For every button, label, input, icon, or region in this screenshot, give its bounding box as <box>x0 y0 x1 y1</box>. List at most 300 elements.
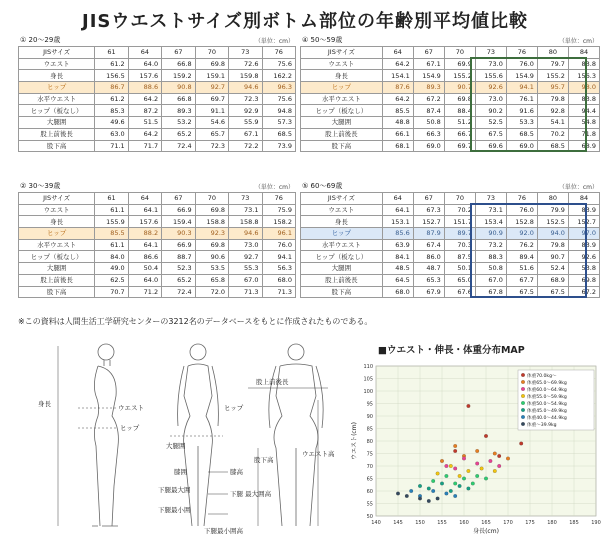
table-cell: 85.5 <box>382 105 413 117</box>
table-row <box>301 216 600 228</box>
table-cell: 71.3 <box>262 286 295 298</box>
table-cell: 83.9 <box>568 204 599 216</box>
table-cell: 53.5 <box>195 263 228 275</box>
table-row <box>19 216 296 228</box>
table-cell: 53.8 <box>568 263 599 275</box>
table-cell: 65.2 <box>162 128 195 140</box>
table-row-label: ウエスト <box>19 58 95 70</box>
scatter-point <box>497 454 501 458</box>
table-cell: 72.2 <box>229 140 262 152</box>
fig-label-hip-sub <box>224 404 244 412</box>
table-row <box>19 105 296 117</box>
table-cell: 83.9 <box>568 239 599 251</box>
table-cell: 54.8 <box>568 117 599 129</box>
table-header-size: 70 <box>195 193 228 205</box>
y-tick-label: 100 <box>363 389 373 395</box>
scatter-point <box>431 479 435 483</box>
table-cell: 72.3 <box>195 140 228 152</box>
table-cell: 92.6 <box>475 82 506 94</box>
table-cell: 96.1 <box>262 228 295 240</box>
table-cell: 79.7 <box>537 58 568 70</box>
fig-label-waist-height: ウエスト高 <box>302 450 335 458</box>
y-tick-label: 105 <box>363 376 373 383</box>
table-cell: 152.7 <box>413 216 444 228</box>
y-tick-label: 60 <box>366 489 373 495</box>
scatter-point <box>445 474 449 478</box>
scatter-point <box>484 477 488 481</box>
table-cell: 50.4 <box>128 263 161 275</box>
table-cell: 50.1 <box>444 263 475 275</box>
table-cell: 66.9 <box>162 239 195 251</box>
table-cell: 84.0 <box>95 251 128 263</box>
table-cell: 64.5 <box>382 274 413 286</box>
table-row-label: 水平ウエスト <box>301 239 383 251</box>
scatter-point <box>467 487 471 491</box>
table-cell: 55.9 <box>229 117 262 129</box>
x-tick-label: 190 <box>591 520 601 526</box>
table-cell: 64.1 <box>382 204 413 216</box>
legend-entry: 体重60.0～64.9kg <box>527 388 567 393</box>
table-cell: 154.9 <box>506 70 537 82</box>
table-cell: 96.3 <box>262 82 295 94</box>
table-cell: 153.4 <box>475 216 506 228</box>
y-tick-label: 90 <box>366 414 373 420</box>
table-cell: 76.0 <box>262 239 295 251</box>
table-cell: 61.1 <box>95 204 128 216</box>
table-cell: 57.3 <box>262 117 295 129</box>
table-cell: 90.7 <box>537 251 568 263</box>
table-cell: 92.6 <box>568 251 599 263</box>
table-cell: 67.3 <box>413 204 444 216</box>
scatter-point <box>440 482 444 486</box>
table-cell: 71.8 <box>568 128 599 140</box>
table-header-size: 64 <box>128 47 161 59</box>
table-cell: 162.2 <box>262 70 295 82</box>
table-cell: 63.0 <box>95 128 128 140</box>
table-cell: 66.8 <box>162 93 195 105</box>
page-title: JISウエストサイズ別ボトム部位の年齢別平均値比較 <box>82 11 528 32</box>
table-cell: 69.6 <box>475 140 506 152</box>
table-row-label: 大腿囲 <box>301 117 383 129</box>
table-cell: 87.2 <box>128 105 161 117</box>
table-cell: 67.8 <box>475 286 506 298</box>
table-cell: 88.7 <box>162 251 195 263</box>
table-cell: 90.9 <box>475 228 506 240</box>
y-tick-label: 80 <box>366 439 373 445</box>
y-tick-label: 70 <box>366 464 373 470</box>
table-cell: 66.3 <box>413 128 444 140</box>
table-row <box>19 117 296 129</box>
table-cell: 152.5 <box>537 216 568 228</box>
fig-label-calf-max-height: 下腿 最大囲高 <box>230 490 272 498</box>
table-row-label: ヒップ（板なし） <box>301 105 383 117</box>
y-axis-label: ウエスト(cm) <box>351 422 358 460</box>
legend-entry: 体重65.0～69.9kg <box>527 381 567 386</box>
table-row-label: ヒップ <box>301 228 383 240</box>
table-header-size: 80 <box>537 47 568 59</box>
legend-marker <box>521 408 525 412</box>
table-header-size: 67 <box>162 193 195 205</box>
table-cell: 72.4 <box>162 140 195 152</box>
table-cell: 70.2 <box>444 204 475 216</box>
table-cell: 48.8 <box>382 117 413 129</box>
scatter-point <box>449 489 453 493</box>
table-cell: 68.5 <box>537 140 568 152</box>
table-cell: 67.9 <box>413 286 444 298</box>
fig-label-thigh: 大腿囲 <box>166 442 186 450</box>
legend-entry: 体重45.0～49.9kg <box>527 409 567 414</box>
table-header-label: JISサイズ <box>19 193 95 205</box>
table-cell: 69.8 <box>568 274 599 286</box>
table-row <box>301 263 600 275</box>
table-row-label: ウエスト <box>19 204 95 216</box>
table-cell: 61.2 <box>95 93 128 105</box>
fig-label-height: 身長 <box>38 400 51 408</box>
table-header-size: 76 <box>506 193 537 205</box>
table-cell: 48.5 <box>382 263 413 275</box>
table-cell: 152.8 <box>506 216 537 228</box>
scatter-point <box>475 462 479 466</box>
table-cell: 68.1 <box>382 140 413 152</box>
table-cell: 64.0 <box>128 58 161 70</box>
table-cell: 64.0 <box>128 274 161 286</box>
table-cell: 73.2 <box>475 239 506 251</box>
table-cell: 155.6 <box>475 70 506 82</box>
y-tick-label: 110 <box>363 364 373 370</box>
size-table <box>300 192 600 298</box>
size-table <box>18 46 296 152</box>
table-row-label: ウエスト <box>301 204 383 216</box>
table-cell: 69.7 <box>444 140 475 152</box>
x-tick-label: 155 <box>437 520 447 526</box>
table-cell: 67.2 <box>568 286 599 298</box>
table-cell: 79.9 <box>537 204 568 216</box>
body-figure-svg <box>18 336 348 536</box>
legend-entry: 体重55.0～59.9kg <box>527 395 567 400</box>
table-cell: 89.3 <box>162 105 195 117</box>
table-cell: 53.2 <box>162 117 195 129</box>
table-cell: 70.3 <box>444 239 475 251</box>
table-row-label: 身長 <box>19 70 95 82</box>
fig-label-hip-sub-text: ヒップ <box>224 404 244 412</box>
table-cell: 75.6 <box>262 93 295 105</box>
table-row <box>19 239 296 251</box>
table-cell: 71.1 <box>95 140 128 152</box>
legend-marker <box>521 380 525 384</box>
table-cell: 159.4 <box>162 216 195 228</box>
table-cell: 68.5 <box>506 128 537 140</box>
table-row-label: 身長 <box>19 216 95 228</box>
scatter-point <box>453 482 457 486</box>
fig-label-calf-min-height: 下腿最小囲高 <box>204 527 243 535</box>
table-cell: 64.1 <box>128 204 161 216</box>
x-tick-label: 145 <box>393 520 403 526</box>
size-table <box>18 192 296 298</box>
table-cell: 56.3 <box>262 263 295 275</box>
table-cell: 50.8 <box>413 117 444 129</box>
table-cell: 154.9 <box>413 70 444 82</box>
table-cell: 155.2 <box>537 70 568 82</box>
table-cell: 87.5 <box>444 251 475 263</box>
table-row <box>19 93 296 105</box>
table-row-label: 大腿囲 <box>19 117 95 129</box>
table-cell: 86.7 <box>95 82 128 94</box>
table-cell: 154.1 <box>382 70 413 82</box>
scatter-point <box>418 484 422 488</box>
table-header-size: 67 <box>413 193 444 205</box>
x-tick-label: 175 <box>525 520 535 526</box>
scatter-point <box>440 459 444 463</box>
table-cell: 67.7 <box>506 274 537 286</box>
table-cell: 69.8 <box>195 204 228 216</box>
table-cell: 69.0 <box>506 140 537 152</box>
scatter-point <box>453 449 457 453</box>
table-row-label: 大腿囲 <box>19 263 95 275</box>
table-cell: 156.5 <box>95 70 128 82</box>
table-row-label: 股上前後長 <box>19 274 95 286</box>
table-cell: 83.8 <box>568 58 599 70</box>
table-cell: 88.3 <box>475 251 506 263</box>
scatter-point <box>453 444 457 448</box>
scatter-point <box>467 469 471 473</box>
scatter-point <box>467 404 471 408</box>
table-cell: 152.7 <box>568 216 599 228</box>
table-cell: 94.6 <box>229 82 262 94</box>
table-cell: 66.1 <box>382 128 413 140</box>
table-row-label: ウエスト <box>301 58 383 70</box>
table-cell: 95.7 <box>537 82 568 94</box>
table-cell: 90.7 <box>444 82 475 94</box>
table-cell: 68.0 <box>382 286 413 298</box>
footnote: ※この資料は人間生活工学研究センターの3212名のデータベースをもとに作成されたものである。 <box>18 317 373 326</box>
table-cell: 92.9 <box>229 105 262 117</box>
scatter-point <box>458 474 462 478</box>
table-header-size: 64 <box>382 193 413 205</box>
scatter-point <box>480 467 484 471</box>
unit-label: （単位：cm） <box>254 184 294 191</box>
x-tick-label: 180 <box>547 520 557 526</box>
table-cell: 73.1 <box>229 204 262 216</box>
scatter-point <box>475 474 479 478</box>
table-row <box>301 58 600 70</box>
table-row <box>301 105 600 117</box>
scatter-point <box>458 484 462 488</box>
table-cell: 90.3 <box>162 228 195 240</box>
table-header-size: 67 <box>413 47 444 59</box>
table-row-label: 身長 <box>301 70 383 82</box>
y-tick-label: 65 <box>366 476 373 483</box>
table-cell: 67.1 <box>413 58 444 70</box>
table-cell: 70.2 <box>537 128 568 140</box>
x-tick-label: 185 <box>569 520 579 526</box>
table-cell: 75.9 <box>262 204 295 216</box>
table-header-size: 70 <box>195 47 228 59</box>
legend-entry: 体重70.0kg～ <box>527 374 557 379</box>
fig-label-crotch-length: 股上前後長 <box>256 378 289 386</box>
table-cell: 87.4 <box>413 105 444 117</box>
table-cell: 76.0 <box>506 204 537 216</box>
table-header-row <box>301 47 600 59</box>
table-cell: 68.9 <box>537 274 568 286</box>
table-cell: 89.7 <box>444 228 475 240</box>
table-cell: 94.8 <box>262 105 295 117</box>
legend-marker <box>521 394 525 398</box>
table-cell: 76.2 <box>506 239 537 251</box>
table-cell: 54.1 <box>537 117 568 129</box>
table-header-row <box>19 47 296 59</box>
table-row-label: 股下高 <box>19 286 95 298</box>
table-row <box>301 70 600 82</box>
x-tick-label: 170 <box>503 520 513 526</box>
table-header-label: JISサイズ <box>19 47 95 59</box>
scatter-point <box>506 457 510 461</box>
fig-label-calf-max: 下腿最大囲 <box>158 486 191 494</box>
table-row <box>301 251 600 263</box>
table-cell: 67.0 <box>229 274 262 286</box>
y-tick-label: 95 <box>366 401 373 408</box>
table-cell: 85.6 <box>382 228 413 240</box>
table-cell: 73.1 <box>475 204 506 216</box>
fig-label-calf-min: 下腿最小囲 <box>158 506 191 514</box>
table-cell: 72.4 <box>162 286 195 298</box>
table-row-label: 股下高 <box>301 140 383 152</box>
legend-entry: 体重～39.9kg <box>527 423 557 428</box>
table-cell: 90.6 <box>195 251 228 263</box>
table-cell: 67.0 <box>475 274 506 286</box>
table-row <box>301 239 600 251</box>
table-cell: 94.0 <box>537 228 568 240</box>
table-cell: 92.3 <box>195 228 228 240</box>
table-row-label: ヒップ <box>19 82 95 94</box>
scatter-point <box>497 464 501 468</box>
scatter-point <box>409 489 413 493</box>
table-row <box>301 93 600 105</box>
table-cell: 66.7 <box>444 128 475 140</box>
table-cell: 94.1 <box>262 251 295 263</box>
table-cell: 63.9 <box>382 239 413 251</box>
table-label: ① 20～29歳 <box>20 36 61 44</box>
table-cell: 65.8 <box>195 274 228 286</box>
legend-marker <box>521 415 525 419</box>
table-cell: 156.3 <box>568 70 599 82</box>
legend-marker <box>521 422 525 426</box>
scatter-point <box>445 492 449 496</box>
legend-entry: 体重50.0～54.9kg <box>527 402 567 407</box>
scatter-point <box>431 489 435 493</box>
table-cell: 66.9 <box>162 204 195 216</box>
table-row-label: 股上前後長 <box>301 128 383 140</box>
table-cell: 72.0 <box>195 286 228 298</box>
table-cell: 159.8 <box>229 70 262 82</box>
scatter-point <box>453 467 457 471</box>
table-cell: 98.0 <box>568 82 599 94</box>
body-measurement-figure <box>18 336 348 536</box>
table-header-size: 84 <box>568 193 599 205</box>
table-cell: 94.6 <box>229 228 262 240</box>
table-cell: 159.1 <box>195 70 228 82</box>
table-cell: 73.0 <box>229 239 262 251</box>
table-header-size: 73 <box>229 193 262 205</box>
unit-label: （単位：cm） <box>558 184 598 191</box>
table-cell: 158.8 <box>229 216 262 228</box>
table-header-size: 76 <box>262 193 295 205</box>
table-cell: 88.6 <box>128 82 161 94</box>
scatter-point <box>462 477 466 481</box>
scatter-point <box>405 494 409 498</box>
table-row <box>301 274 600 286</box>
table-label: ⑤ 60～69歳 <box>302 182 343 190</box>
table-cell: 84.1 <box>382 251 413 263</box>
y-tick-label: 50 <box>366 514 373 520</box>
table-cell: 87.6 <box>382 82 413 94</box>
scatter-chart <box>346 356 604 536</box>
table-row-label: 水平ウエスト <box>19 93 95 105</box>
table-cell: 86.0 <box>413 251 444 263</box>
table-cell: 61.2 <box>95 58 128 70</box>
x-tick-label: 160 <box>459 520 469 526</box>
table-cell: 73.0 <box>475 58 506 70</box>
table-row <box>19 286 296 298</box>
table-cell: 66.8 <box>162 58 195 70</box>
unit-label: （単位：cm） <box>254 38 294 45</box>
table-cell: 91.6 <box>506 105 537 117</box>
table-cell: 51.6 <box>506 263 537 275</box>
scatter-point <box>418 497 422 501</box>
table-cell: 71.7 <box>128 140 161 152</box>
table-row <box>19 128 296 140</box>
table-row <box>19 263 296 275</box>
table-cell: 67.6 <box>444 286 475 298</box>
table-cell: 158.2 <box>262 216 295 228</box>
table-cell: 64.2 <box>128 93 161 105</box>
table-cell: 64.1 <box>128 239 161 251</box>
table-header-label: JISサイズ <box>301 193 383 205</box>
size-table <box>300 46 600 152</box>
scatter-point <box>489 459 493 463</box>
scatter-point <box>449 464 453 468</box>
table-header-size: 76 <box>262 47 295 59</box>
table-cell: 159.2 <box>162 70 195 82</box>
table-cell: 69.8 <box>195 239 228 251</box>
table-cell: 155.2 <box>444 70 475 82</box>
table-row <box>301 128 600 140</box>
table-header-row <box>301 193 600 205</box>
table-cell: 61.1 <box>95 239 128 251</box>
scatter-point <box>475 449 479 453</box>
table-cell: 88.2 <box>128 228 161 240</box>
table-section-20s <box>18 34 296 152</box>
table-cell: 52.5 <box>475 117 506 129</box>
table-row <box>301 117 600 129</box>
table-row <box>301 228 600 240</box>
table-cell: 51.5 <box>128 117 161 129</box>
table-cell: 67.5 <box>506 286 537 298</box>
y-tick-label: 55 <box>366 501 373 508</box>
table-header-size: 70 <box>444 47 475 59</box>
table-cell: 79.8 <box>537 93 568 105</box>
table-row-label: 股上前後長 <box>301 274 383 286</box>
table-cell: 67.5 <box>537 286 568 298</box>
table-header-size: 84 <box>568 47 599 59</box>
table-label: ② 30～39歳 <box>20 182 61 190</box>
table-cell: 69.7 <box>195 93 228 105</box>
scatter-point <box>436 497 440 501</box>
table-cell: 87.9 <box>413 228 444 240</box>
scatter-point <box>519 442 523 446</box>
table-row-label: 股下高 <box>301 286 383 298</box>
table-row-label: 大腿囲 <box>301 263 383 275</box>
table-row-label: 股下高 <box>19 140 95 152</box>
